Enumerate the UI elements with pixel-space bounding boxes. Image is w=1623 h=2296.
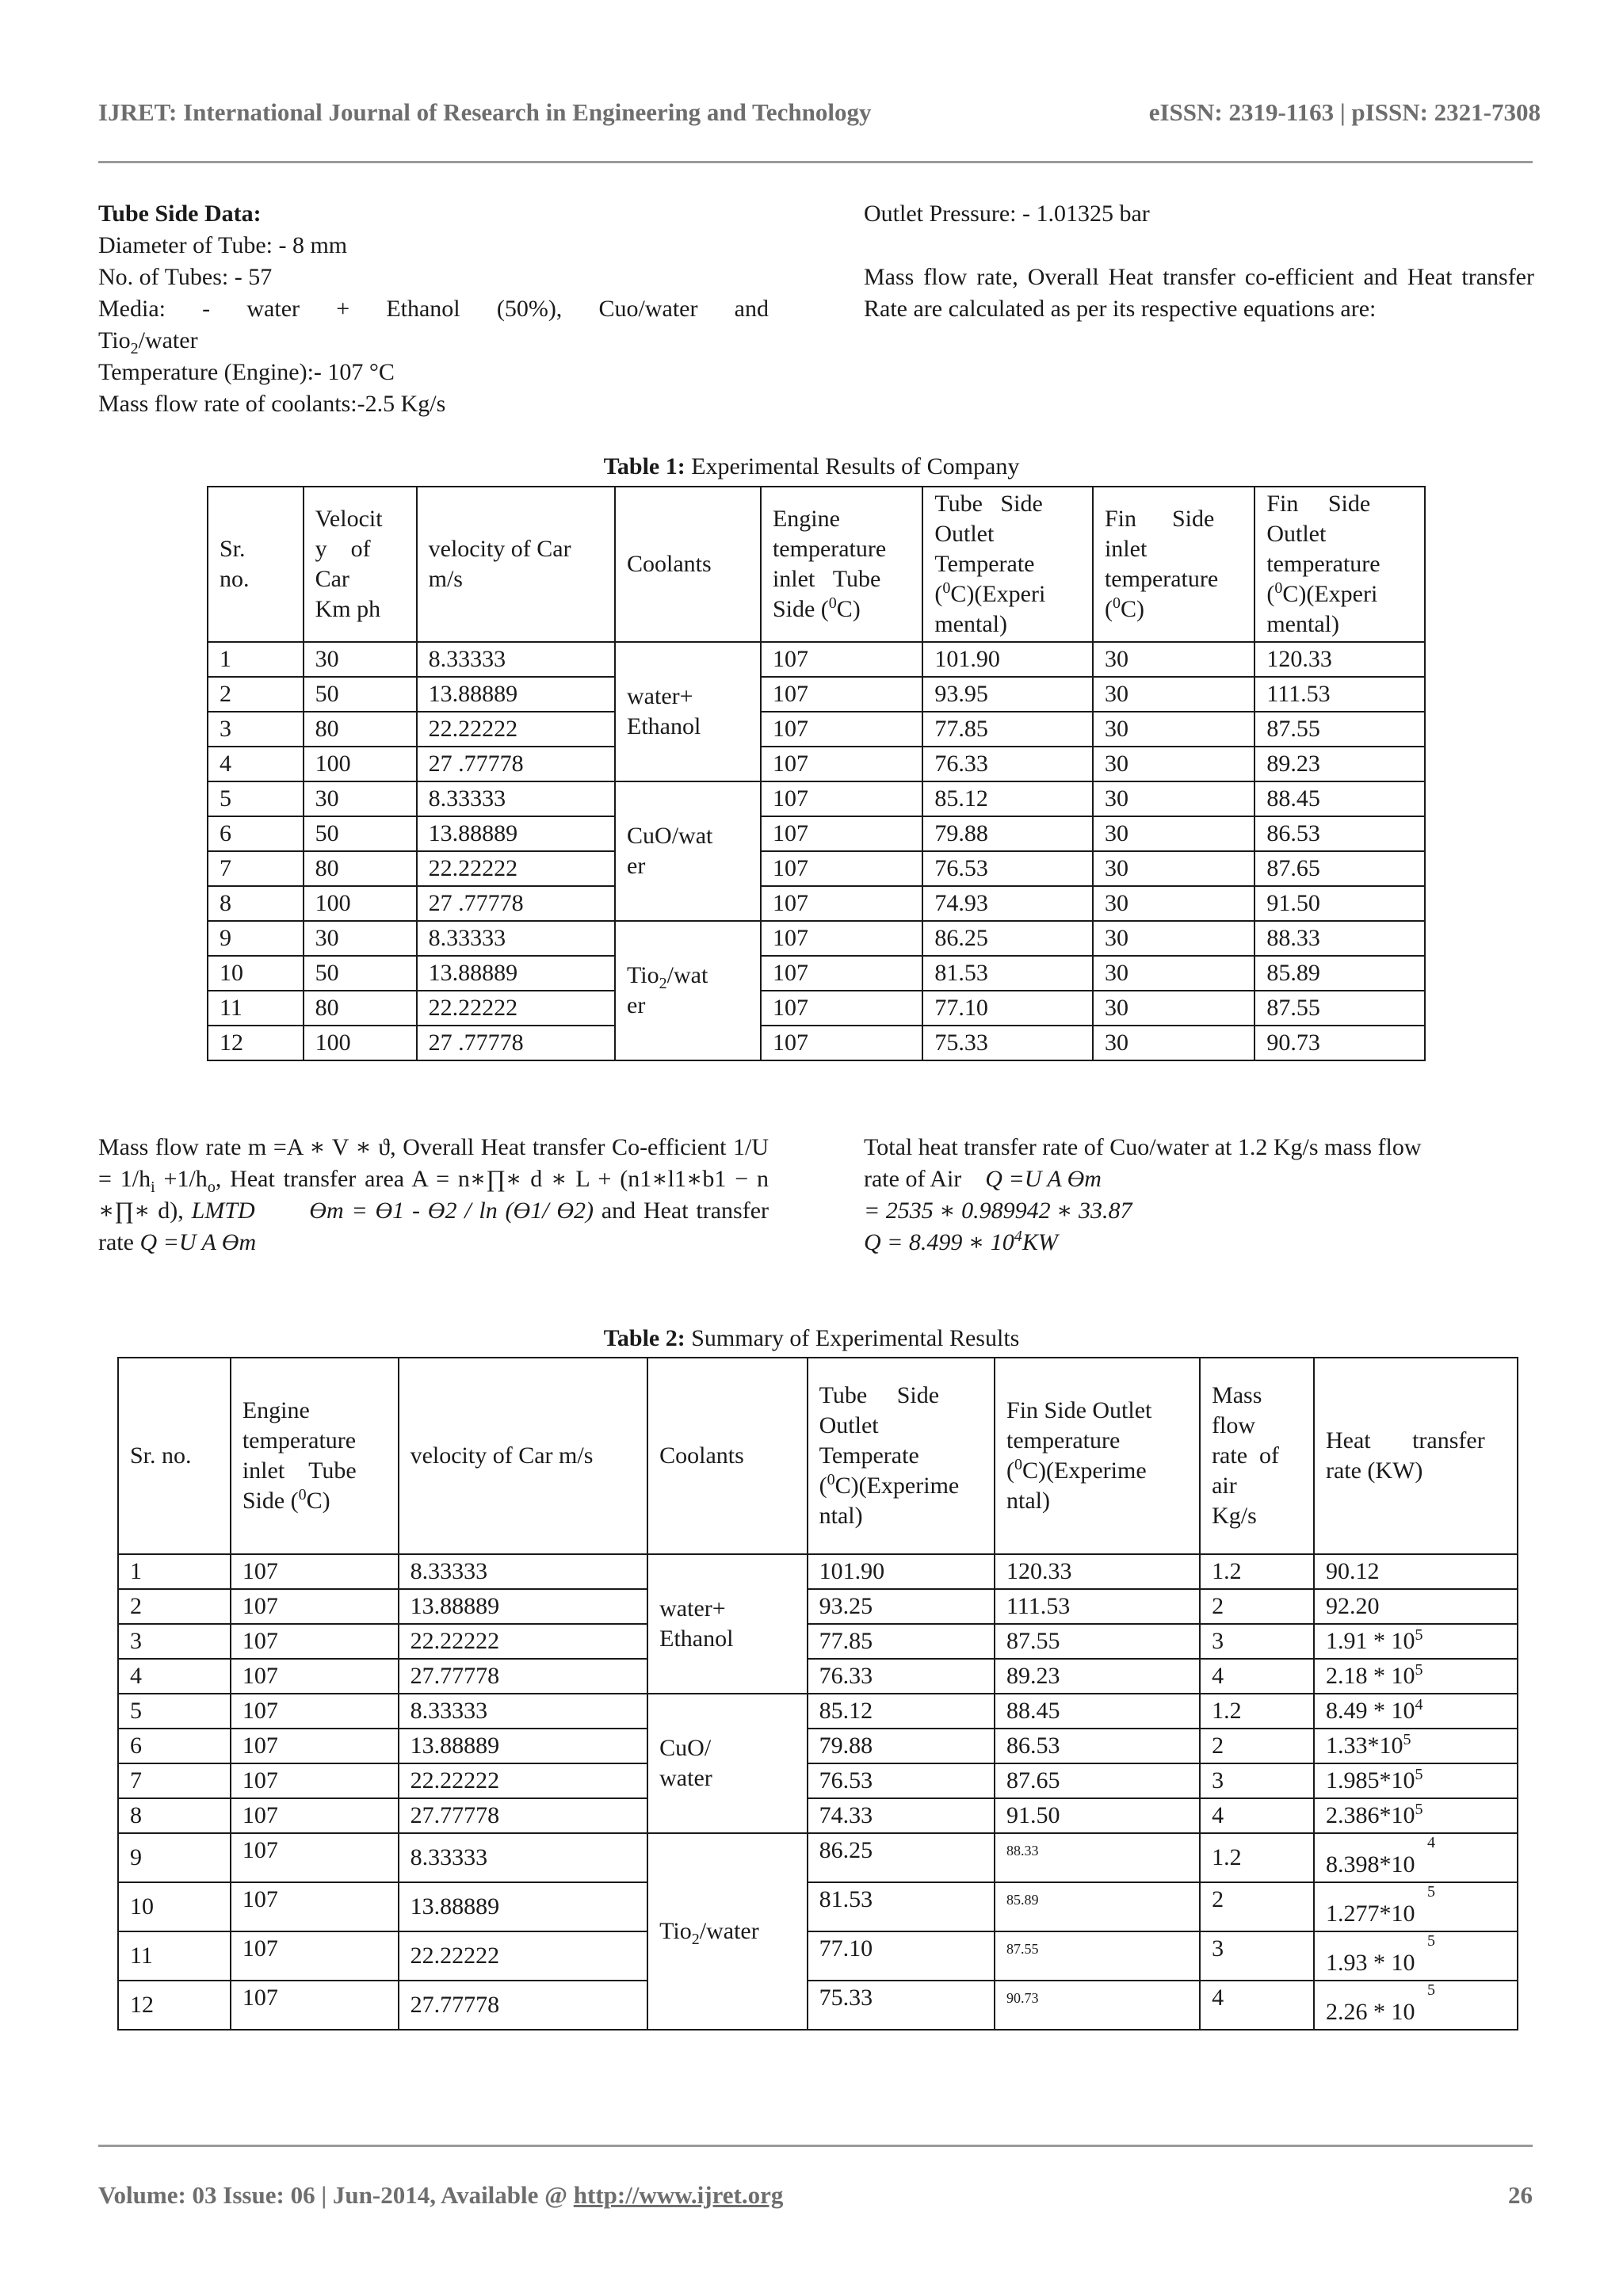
calc-line-1: Total heat transfer rate of Cuo/water at 1.2 Kg/s mass flow [864,1134,1422,1160]
table-cell: 107 [231,1694,399,1729]
t2-col-engine-temp: Engine temperature inlet Tube Side ($^0$C) [231,1358,399,1554]
table-cell: 75.33 [808,1981,995,2030]
table-cell: 6 [208,816,304,851]
tube-side-data [98,198,769,420]
table-row [118,1589,1518,1624]
table-cell: 111.53 [995,1589,1200,1624]
table-cell: 88.33 [1254,921,1425,956]
table-cell: 30 [304,781,417,816]
t1-col-velocity-kmph: Velocit y of Car Km ph [304,487,417,642]
table-cell: 5 [118,1694,231,1729]
table-cell: $1.985*10^5$ [1314,1763,1518,1798]
outlet-pressure: Outlet Pressure: - 1.01325 bar [864,201,1150,227]
table-cell: 90.73 [995,1981,1200,2030]
table-cell: 75.33 [922,1026,1093,1060]
table-cell: 13.88889 [417,956,615,991]
coolant-cell: water+ Ethanol [647,1554,807,1694]
table-cell: 22.22222 [399,1624,648,1659]
table-row [118,1729,1518,1763]
calculation-intro: Mass flow rate, Overall Heat transfer co-efficient and Heat transfer Rate are calculated as per its respective equations are: [864,264,1534,322]
table-cell: 13.88889 [399,1882,648,1931]
table-cell: 30 [1093,712,1254,747]
table-cell: 5 2.26 * 10 [1314,1981,1518,2030]
table-cell: 3 [1200,1624,1314,1659]
table-cell: 1.2 [1200,1833,1314,1882]
table-cell: 88.33 [995,1833,1200,1882]
t2-col-tube-outlet: Tube Side Outlet Temperate ($^0$C)(Experime ntal) [808,1358,995,1554]
table-cell: 107 [231,1981,399,2030]
table-row [208,991,1425,1026]
coolant-cell: CuO/ water [647,1694,807,1833]
table-cell: 8.33333 [399,1694,648,1729]
table-cell: $2.386*10^5$ [1314,1798,1518,1833]
table-cell: 7 [208,851,304,886]
coolant-cell: water+ Ethanol [615,642,761,781]
right-intro [864,198,1534,325]
table-row [118,1624,1518,1659]
journal-title: IJRET: International Journal of Research in Engineering and Technology [98,98,872,126]
t1-col-coolants: Coolants [615,487,761,642]
table-cell: 86.25 [922,921,1093,956]
table-cell: 30 [1093,851,1254,886]
tube-diameter: Diameter of Tube: - 8 mm [98,232,348,258]
table-cell: 1.2 [1200,1694,1314,1729]
calc-line-4: Q = 8.499 ∗ $10^4KW$ [864,1228,1058,1255]
table-cell: 3 [118,1624,231,1659]
table-cell: 5 1.93 * 10 [1314,1931,1518,1981]
t2-col-sr: Sr. no. [118,1358,231,1554]
coolant-cell: Tio$_2$/water [647,1833,807,2030]
table-cell: 76.53 [922,851,1093,886]
table-cell: 89.23 [995,1659,1200,1694]
table-cell: 2 [1200,1729,1314,1763]
table-cell: 50 [304,677,417,712]
table-cell: $1.91 * 10^5$ [1314,1624,1518,1659]
table-cell: 107 [231,1833,399,1882]
table-cell: 107 [761,886,922,921]
heat-transfer-calc [864,1132,1534,1259]
coolant-cell: Tio$_2$/wat er [615,921,761,1060]
table-cell: 100 [304,886,417,921]
page-number: 26 [1508,2181,1533,2209]
t2-col-coolants: Coolants [647,1358,807,1554]
table-cell: 107 [761,816,922,851]
table-row [118,1798,1518,1833]
t2-col-velocity: velocity of Car m/s [399,1358,648,1554]
table-cell: 2 [1200,1589,1314,1624]
table-cell: 5 1.277*10 [1314,1882,1518,1931]
table-cell: 30 [1093,677,1254,712]
table-cell: 30 [304,642,417,677]
table-cell: 88.45 [1254,781,1425,816]
table-row [118,1694,1518,1729]
table1-caption: Table 1: Experimental Results of Company [603,453,1020,479]
media-line-2: Tio$_2$/water [98,327,198,357]
table-cell: 30 [1093,747,1254,781]
table-row [118,1833,1518,1882]
table-cell: 107 [761,1026,922,1060]
table-row [208,921,1425,956]
table-cell: 22.22222 [399,1763,648,1798]
table-row [208,781,1425,816]
table-cell: 27.77778 [399,1981,648,2030]
table-cell: 77.85 [922,712,1093,747]
table-cell: 13.88889 [399,1589,648,1624]
table-cell: 92.20 [1314,1589,1518,1624]
table-cell: 100 [304,747,417,781]
table-cell: 90.12 [1314,1554,1518,1589]
table-cell: $8.49 * 10^4$ [1314,1694,1518,1729]
table-row [118,1554,1518,1589]
table-cell: 4 [1200,1798,1314,1833]
table-cell: 107 [231,1798,399,1833]
table-cell: 27 .77778 [417,886,615,921]
table-cell: 10 [208,956,304,991]
table-cell: 11 [208,991,304,1026]
table-cell: 86.25 [808,1833,995,1882]
table1 [207,486,1426,1061]
table-row [118,1659,1518,1694]
table-cell: 4 [1200,1659,1314,1694]
table-row [208,816,1425,851]
table-cell: 107 [231,1554,399,1589]
table-cell: 30 [1093,886,1254,921]
table-cell: 9 [118,1833,231,1882]
table-cell: 107 [231,1931,399,1981]
table-row [208,956,1425,991]
table-cell: 30 [1093,956,1254,991]
t2-col-mass-flow: Mass flow rate of air Kg/s [1200,1358,1314,1554]
table-cell: 81.53 [808,1882,995,1931]
table-cell: 8 [208,886,304,921]
table-cell: 107 [231,1729,399,1763]
table-cell: 5 [208,781,304,816]
coolant-mass-flow: Mass flow rate of coolants:-2.5 Kg/s [98,391,446,417]
table-cell: 107 [231,1624,399,1659]
table-cell: 107 [761,642,922,677]
table-cell: 77.10 [808,1931,995,1981]
table-cell: 107 [761,991,922,1026]
table-cell: 81.53 [922,956,1093,991]
table-row [208,677,1425,712]
engine-temperature: Temperature (Engine):- 107 °C [98,359,395,385]
table-cell: 30 [304,921,417,956]
table-cell: 107 [761,747,922,781]
table-cell: 120.33 [1254,642,1425,677]
table-cell: 107 [231,1659,399,1694]
table-cell: 12 [118,1981,231,2030]
t1-col-fin-inlet: Fin Side inlet temperature ($^0$C) [1093,487,1254,642]
table-cell: 12 [208,1026,304,1060]
table-cell: 4 [1200,1981,1314,2030]
table-cell: 76.33 [922,747,1093,781]
table-cell: 13.88889 [399,1729,648,1763]
table-cell: 77.85 [808,1624,995,1659]
table-cell: 22.22222 [417,712,615,747]
table-cell: 91.50 [1254,886,1425,921]
table-cell: 1 [208,642,304,677]
table-cell: 93.25 [808,1589,995,1624]
table-cell: 30 [1093,921,1254,956]
table-cell: 76.33 [808,1659,995,1694]
table-cell: 80 [304,851,417,886]
table-cell: 22.22222 [399,1931,648,1981]
table-cell: 89.23 [1254,747,1425,781]
table-cell: 88.45 [995,1694,1200,1729]
table-cell: 74.93 [922,886,1093,921]
table-cell: 8 [118,1798,231,1833]
table-cell: 87.55 [1254,991,1425,1026]
table-row [118,1931,1518,1981]
table-cell: 86.53 [995,1729,1200,1763]
table2-caption: Table 2: Summary of Experimental Results [603,1325,1020,1351]
table-cell: 50 [304,956,417,991]
table-cell: 9 [208,921,304,956]
table-cell: 11 [118,1931,231,1981]
table-cell: 86.53 [1254,816,1425,851]
journal-link[interactable]: http://www.ijret.org [573,2181,784,2209]
t1-col-tube-outlet: Tube Side Outlet Temperate ($^0$C)(Experi mental) [922,487,1093,642]
table-cell: 76.53 [808,1763,995,1798]
table-cell: 8.33333 [417,781,615,816]
table-cell: 87.65 [1254,851,1425,886]
t1-col-velocity-ms: velocity of Car m/s [417,487,615,642]
table-cell: 80 [304,712,417,747]
t1-col-engine-temp: Engine temperature inlet Tube Side ($^0$C) [761,487,922,642]
table-cell: 13.88889 [417,677,615,712]
table-cell: 87.55 [995,1624,1200,1659]
table-cell: 79.88 [808,1729,995,1763]
table-cell: 2 [1200,1882,1314,1931]
table-cell: 13.88889 [417,816,615,851]
table-cell: 30 [1093,1026,1254,1060]
table-cell: 27.77778 [399,1798,648,1833]
volume-info: Volume: 03 Issue: 06 | Jun-2014, Available @ http://www.ijret.org [98,2181,784,2209]
table-cell: 74.33 [808,1798,995,1833]
table-cell: 85.12 [922,781,1093,816]
table-cell: 2 [118,1589,231,1624]
table-cell: 27 .77778 [417,747,615,781]
calc-line-2: rate of Air Q =U A Ɵm [864,1166,1102,1192]
t1-col-sr: Sr. no. [208,487,304,642]
tube-side-heading: Tube Side Data: [98,201,262,227]
footer-rule [98,2145,1533,2147]
calc-line-3: = 2535 ∗ 0.989942 ∗ 33.87 [864,1198,1132,1224]
table-row [118,1763,1518,1798]
table-cell: 2 [208,677,304,712]
table-cell: 27.77778 [399,1659,648,1694]
table-cell: 87.55 [1254,712,1425,747]
t1-col-fin-outlet: Fin Side Outlet temperature ($^0$C)(Experi mental) [1254,487,1425,642]
table-cell: 8.33333 [399,1554,648,1589]
table-cell: 107 [761,851,922,886]
table-cell: 107 [231,1882,399,1931]
tube-count: No. of Tubes: - 57 [98,264,273,290]
table-cell: 100 [304,1026,417,1060]
table-row [208,1026,1425,1060]
table-row [208,886,1425,921]
coolant-cell: CuO/wat er [615,781,761,921]
table-row [118,1882,1518,1931]
table-cell: 85.89 [995,1882,1200,1931]
table-cell: 91.50 [995,1798,1200,1833]
table-cell: 27 .77778 [417,1026,615,1060]
table-cell: 6 [118,1729,231,1763]
table-cell: 22.22222 [417,851,615,886]
table-cell: 3 [208,712,304,747]
table-cell: $2.18 * 10^5$ [1314,1659,1518,1694]
table-cell: 85.89 [1254,956,1425,991]
table2-header-row [118,1358,1518,1554]
table-cell: 30 [1093,816,1254,851]
table-cell: 1.2 [1200,1554,1314,1589]
table-cell: 4 8.398*10 [1314,1833,1518,1882]
table-cell: 7 [118,1763,231,1798]
table-cell: 79.88 [922,816,1093,851]
table-cell: 107 [761,956,922,991]
table-cell: 107 [761,781,922,816]
table-cell: 10 [118,1882,231,1931]
table-cell: 8.33333 [417,921,615,956]
table-row [208,747,1425,781]
table-cell: 107 [231,1763,399,1798]
table-cell: 107 [761,921,922,956]
table-cell: 93.95 [922,677,1093,712]
table2 [117,1357,1518,2030]
table-cell: 101.90 [808,1554,995,1589]
equations-block: Mass flow rate m =A ∗ V ∗ ϑ, Overall Heat transfer Co-efficient $1/U = 1/h_i +1/h_o$, Heat transfer area A = n∗∏∗ d ∗ L + (n1∗l1∗b1 − n ∗∏∗ d), LMTD Ɵm = Ɵ1 - Ɵ2 / ln (Ɵ1/ Ɵ2) and Heat transfer rate Q =U A Ɵm [98,1134,769,1255]
table-cell: 101.90 [922,642,1093,677]
table-cell: 80 [304,991,417,1026]
table-cell: 107 [761,712,922,747]
issn-info: eISSN: 2319-1163 | pISSN: 2321-7308 [1148,98,1541,126]
header-rule [98,161,1533,163]
table-cell: 107 [231,1589,399,1624]
table-row [208,851,1425,886]
table-cell: 8.33333 [417,642,615,677]
table-cell: 90.73 [1254,1026,1425,1060]
table-cell: 30 [1093,781,1254,816]
table-row [118,1981,1518,2030]
table-cell: 8.33333 [399,1833,648,1882]
table-cell: 1 [118,1554,231,1589]
table-cell: 4 [208,747,304,781]
table-cell: 4 [118,1659,231,1694]
table-cell: 87.55 [995,1931,1200,1981]
table-cell: $1.33*10^5$ [1314,1729,1518,1763]
table-cell: 87.65 [995,1763,1200,1798]
table-cell: 3 [1200,1931,1314,1981]
table-cell: 30 [1093,991,1254,1026]
table-cell: 107 [761,677,922,712]
table-cell: 120.33 [995,1554,1200,1589]
table-cell: 22.22222 [417,991,615,1026]
t2-col-fin-outlet: Fin Side Outlet temperature ($^0$C)(Experime ntal) [995,1358,1200,1554]
table1-header-row [208,487,1425,642]
table-cell: 77.10 [922,991,1093,1026]
table-cell: 111.53 [1254,677,1425,712]
table-cell: 30 [1093,642,1254,677]
table-cell: 3 [1200,1763,1314,1798]
table-cell: 85.12 [808,1694,995,1729]
media-line-1: Media: - water + Ethanol (50%), Cuo/water and [98,296,769,322]
table-row [208,712,1425,747]
t2-col-heat-rate: Heat transfer rate (KW) [1314,1358,1518,1554]
table-row [208,642,1425,677]
table-cell: 50 [304,816,417,851]
